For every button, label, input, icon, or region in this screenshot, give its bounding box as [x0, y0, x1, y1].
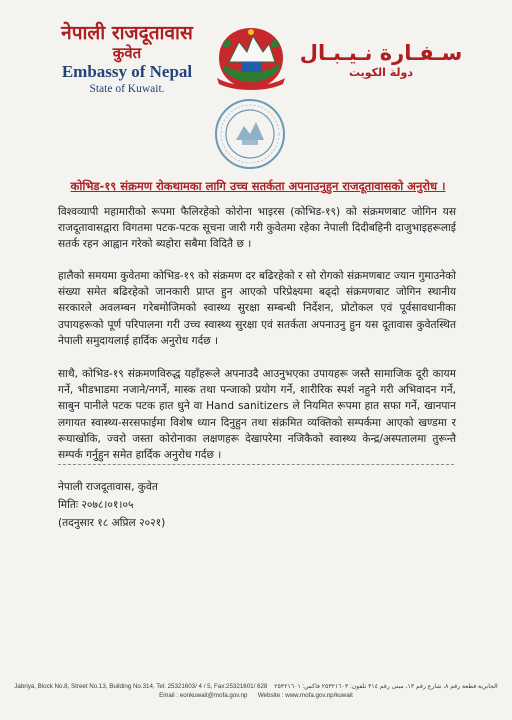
footer-contact-line — [0, 691, 512, 700]
signature-office: नेपाली राजदूतावास, कुवेत — [58, 481, 158, 493]
nepali-embassy-title: नेपाली राजदूतावास — [61, 22, 193, 44]
letterhead-footer — [0, 682, 512, 700]
footer-address-en: Jabriya, Block No.8, Street No.13, Building No.314, Tel: 25321603/ 4 / 5, Fax:25321601/ 628 — [14, 683, 268, 690]
dashed-divider — [58, 464, 454, 465]
body-paragraph-2: हालैको समयमा कुवेतमा कोभिड-१९ को संक्रमण दर बढिरहेको र सो रोगको संक्रमणबाट ज्यान गुमाउनेको संख्या समेत बढिरहेको जानकारी प्राप्त हुन आएको परिप्रेक्ष्यमा बढ्दो संक्रमणबाट जोगिन स्थानीय सरकारले अवलम्बन गरेबमोजिमको स्वास्थ्य सुरक्षा सम्बन्धी निर्देशन, प्रोटोकल एवं पूर्वसावधानीका उपायहरूको पूर्ण परिपालना गरी उच्च स्वास्थ्य सुरक्षा एवं सतर्कता अपनाउनु हुन यस दूतावास कुवेतस्थित नेपाली समुदायलाई हार्दिक अनुरोध गर्दछ । — [58, 270, 456, 347]
footer-website: Website : www.mofa.gov.np/kuwait — [257, 692, 353, 699]
english-embassy-title: Embassy of Nepal — [61, 62, 193, 81]
header-right-block — [296, 40, 466, 80]
footer-email: Email : eonkuwait@mofa.gov.np — [159, 692, 248, 699]
english-state-label: State of Kuwait. — [89, 83, 165, 95]
signature-date-ad: (तदनुसार १८ अप्रिल २०२१) — [58, 517, 166, 529]
footer-address-ar: الجابرية قطعة رقم ٨، شارع رقم ١٣، مبنى رقم ٣١٤ تلفون: ٢٥٣٢١٦٠٣ فاكس: ٢٥٣٢١٦٠١ — [274, 683, 498, 690]
letter-subject: कोभिड-१९ संक्रमण रोकथामका लागि उच्च सतर्कता अपनाउनुहुन राजदूतावासको अनुरोध । — [70, 179, 446, 193]
signature-block — [58, 478, 165, 532]
body-paragraph-1: विश्वव्यापी महामारीको रूपमा फैलिरहेको कोरोना भाइरस (कोभिड-१९) को संक्रमणबाट जोगिन यस राजदूतावासद्वारा विगतमा पटक-पटक सूचना जारी गरी कुवेतमा रहेका नेपाली दिदीबहिनी दाजुभाइहरूलाई सतर्क रहन आह्वान गरेको ब्यहोरा सबैमा विदितै छ । — [58, 206, 456, 251]
arabic-embassy-title: سـفـارة نـيـبـال — [299, 41, 463, 65]
body-paragraph-3: साथै, कोभिड-१९ संक्रमणविरुद्ध यहाँहरूले अपनाउदै आउनुभएका उपायहरू जस्तै सामाजिक दूरी कायम गर्ने, भीडभाडमा नजाने/नगर्ने, मास्क तथा पन्जाको प्रयोग गर्ने, शारीरिक स्पर्श नहुने गरी अभिवादन गर्ने, साबुन पानीले पटक पटक हात धुने वा Hand sanitizers ले नियमित रूपमा हात सफा गर्ने, खानपान लगायत स्वास्थ्य-सरसफाईमा विशेष ध्यान दिनुहुन तथा संक्रमित व्यक्तिको सम्पर्कमा आएको खण्डमा र रूघाखोकि, ज्वरो जस्ता कोरोनाका लक्षणहरू देखापरेमा नजिकैको स्वास्थ्य केन्द्र/अस्पतालमा तुरून्तै सम्पर्क गर्नुहुन समेत हार्दिक अनुरोध गर्दछ । — [58, 368, 456, 462]
footer-address-line — [0, 682, 512, 691]
header-left-block — [52, 22, 202, 96]
signature-date: मितिः २०७८।०१।०५ — [58, 499, 134, 511]
nepali-kuwait-label: कुवेत — [112, 44, 142, 62]
embassy-round-stamp-icon — [212, 96, 288, 172]
arabic-state-label: دولة الكويت — [348, 66, 414, 79]
nepal-coat-of-arms-icon — [213, 22, 289, 94]
